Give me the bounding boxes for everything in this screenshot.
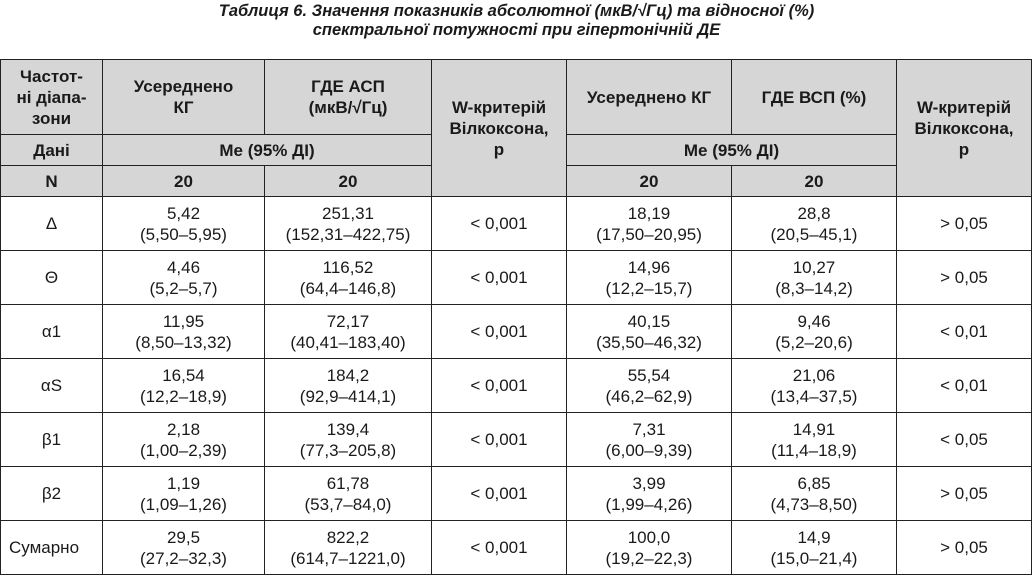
header-me-ci-rel: Me (95% ДІ) <box>567 135 897 166</box>
cell-p-rel: > 0,05 <box>897 467 1032 521</box>
header-gde-asp: ГДЕ АСП (мкВ/√Гц) <box>265 60 432 135</box>
spectral-power-table <box>0 59 1032 575</box>
header-gde-vsp: ГДЕ ВСП (%) <box>732 60 897 135</box>
cell-gde-vsp: 10,27 (8,3–14,2) <box>732 251 897 305</box>
header-n-2: 20 <box>265 166 432 197</box>
cell-avg-kg-rel: 100,0 (19,2–22,3) <box>567 521 732 575</box>
row-label: β2 <box>1 467 103 521</box>
cell-p-abs: < 0,001 <box>432 467 567 521</box>
header-avg-kg-abs: Усереднено КГ <box>103 60 265 135</box>
cell-avg-kg-abs: 1,19 (1,09–1,26) <box>103 467 265 521</box>
cell-p-rel: < 0,05 <box>897 413 1032 467</box>
table-row <box>1 467 1032 521</box>
row-label: β1 <box>1 413 103 467</box>
header-wilcoxon-abs: W-критерій Вілкоксона, p <box>432 60 567 197</box>
cell-avg-kg-abs: 11,95 (8,50–13,32) <box>103 305 265 359</box>
header-n-1: 20 <box>103 166 265 197</box>
header-n-3: 20 <box>567 166 732 197</box>
row-label: Δ <box>1 197 103 251</box>
row-label: Θ <box>1 251 103 305</box>
cell-avg-kg-rel: 14,96 (12,2–15,7) <box>567 251 732 305</box>
caption-line-1: Таблиця 6. Значення показників абсолютної (мкВ/√Гц) та відносної (%) <box>218 2 815 20</box>
cell-p-abs: < 0,001 <box>432 251 567 305</box>
table-row <box>1 413 1032 467</box>
header-data-label: Дані <box>1 135 103 166</box>
table-row <box>1 305 1032 359</box>
cell-p-abs: < 0,001 <box>432 359 567 413</box>
cell-avg-kg-abs: 16,54 (12,2–18,9) <box>103 359 265 413</box>
header-freq-bands: Частот- ні діапа- зони <box>1 60 103 135</box>
caption-line-2: спектральної потужності при гіпертонічній ДЕ <box>312 21 721 39</box>
table-row <box>1 251 1032 305</box>
cell-gde-asp: 116,52 (64,4–146,8) <box>265 251 432 305</box>
table-row <box>1 521 1032 575</box>
cell-avg-kg-abs: 5,42 (5,50–5,95) <box>103 197 265 251</box>
cell-p-abs: < 0,001 <box>432 305 567 359</box>
header-me-ci-abs: Me (95% ДІ) <box>103 135 432 166</box>
cell-gde-asp: 139,4 (77,3–205,8) <box>265 413 432 467</box>
cell-gde-vsp: 28,8 (20,5–45,1) <box>732 197 897 251</box>
header-wilcoxon-rel: W-критерій Вілкоксона, p <box>897 60 1032 197</box>
cell-avg-kg-rel: 18,19 (17,50–20,95) <box>567 197 732 251</box>
cell-p-rel: < 0,01 <box>897 305 1032 359</box>
header-avg-kg-rel: Усереднено КГ <box>567 60 732 135</box>
cell-p-rel: > 0,05 <box>897 197 1032 251</box>
cell-gde-asp: 72,17 (40,41–183,40) <box>265 305 432 359</box>
cell-avg-kg-rel: 55,54 (46,2–62,9) <box>567 359 732 413</box>
cell-avg-kg-rel: 7,31 (6,00–9,39) <box>567 413 732 467</box>
header-n-label: N <box>1 166 103 197</box>
cell-avg-kg-rel: 40,15 (35,50–46,32) <box>567 305 732 359</box>
cell-gde-vsp: 14,91 (11,4–18,9) <box>732 413 897 467</box>
row-label: αS <box>1 359 103 413</box>
row-label: Сумарно <box>1 521 103 575</box>
table-row <box>1 359 1032 413</box>
cell-avg-kg-rel: 3,99 (1,99–4,26) <box>567 467 732 521</box>
cell-p-abs: < 0,001 <box>432 521 567 575</box>
cell-avg-kg-abs: 2,18 (1,00–2,39) <box>103 413 265 467</box>
cell-gde-asp: 251,31 (152,31–422,75) <box>265 197 432 251</box>
cell-p-rel: > 0,05 <box>897 251 1032 305</box>
cell-p-abs: < 0,001 <box>432 413 567 467</box>
cell-gde-asp: 184,2 (92,9–414,1) <box>265 359 432 413</box>
cell-p-rel: > 0,05 <box>897 521 1032 575</box>
cell-p-rel: < 0,01 <box>897 359 1032 413</box>
cell-gde-asp: 822,2 (614,7–1221,0) <box>265 521 432 575</box>
cell-gde-vsp: 6,85 (4,73–8,50) <box>732 467 897 521</box>
cell-avg-kg-abs: 29,5 (27,2–32,3) <box>103 521 265 575</box>
table-row <box>1 197 1032 251</box>
cell-gde-vsp: 21,06 (13,4–37,5) <box>732 359 897 413</box>
cell-avg-kg-abs: 4,46 (5,2–5,7) <box>103 251 265 305</box>
cell-p-abs: < 0,001 <box>432 197 567 251</box>
row-label: α1 <box>1 305 103 359</box>
header-n-4: 20 <box>732 166 897 197</box>
cell-gde-vsp: 14,9 (15,0–21,4) <box>732 521 897 575</box>
table-caption <box>0 2 1033 40</box>
cell-gde-vsp: 9,46 (5,2–20,6) <box>732 305 897 359</box>
cell-gde-asp: 61,78 (53,7–84,0) <box>265 467 432 521</box>
